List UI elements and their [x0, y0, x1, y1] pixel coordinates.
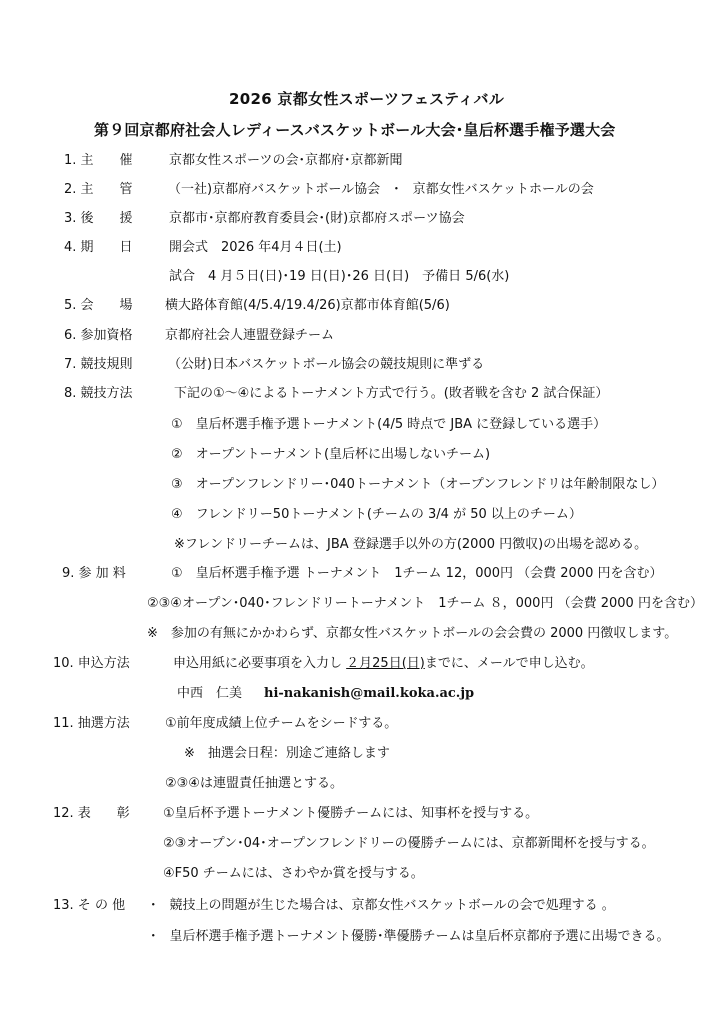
item-6-text: 京都府社会人連盟登録チーム [165, 328, 335, 343]
item-12-label: 12. 表 彰 [53, 806, 130, 821]
item-1-label: 1. 主 催 [64, 153, 133, 168]
item-7-text: （公財)日本バスケットボール協会の競技規則に準ずる [168, 357, 485, 372]
item-2-label: 2. 主 管 [64, 182, 133, 197]
item-11-note: ※ 抽選会日程：別途ご連絡します [184, 746, 390, 761]
item-11-line2: ②③④は連盟責任抽選とする。 [165, 776, 343, 791]
item-1-text: 京都女性スポーツの会･京都府･京都新聞 [169, 153, 403, 168]
item-5-label: 5. 会 場 [64, 298, 133, 313]
item-12-line1: ①皇后杯予選トーナメント優勝チームには、知事杯を授与する。 [163, 806, 539, 821]
item-13-line2: ･ 皇后杯選手権予選トーナメント優勝･準優勝チームは皇后杯京都府予選に出場できる。 [150, 929, 670, 944]
item-8-sub1: ① 皇后杯選手権予選トーナメント(4/5 時点で JBA に登録している選手） [171, 417, 607, 432]
item-10-label: 10. 申込方法 [53, 656, 130, 671]
item-9-line2: ②③④オープン･040･フレンドリートーナメント 1チーム ８，000円 （会費 2000 円を含む） [147, 596, 703, 611]
item-8-sub2: ② オープントーナメント(皇后杯に出場しないチーム) [171, 447, 491, 462]
document-title: 2026 京都女性スポーツフェスティバル [229, 90, 505, 108]
item-12-line3: ④F50 チームには、さわやか賞を授与する。 [163, 866, 424, 881]
item-3-text: 京都市･京都府教育委員会･(財)京都府スポーツ協会 [169, 211, 465, 226]
item-9-label: 9. 参 加 料 [62, 566, 126, 581]
item-11-line1: ①前年度成績上位チームをシードする。 [165, 716, 398, 731]
item-8-text: 下記の①～④によるトーナメント方式で行う。(敗者戦を含む 2 試合保証） [174, 386, 609, 401]
item-9-line1: ① 皇后杯選手権予選 トーナメント 1チーム 12，000円 （会費 2000 円を含む） [171, 566, 663, 581]
contact-email: hi-nakanish@mail.koka.ac.jp [264, 686, 475, 701]
item-3-label: 3. 後 援 [64, 211, 133, 226]
item-12-line2: ②③オープン･04･オープンフレンドリーの優勝チームには、京都新聞杯を授与する。 [163, 836, 655, 851]
item-8-note: ※フレンドリーチームは、JBA 登録選手以外の方(2000 円徴収)の出場を認める。 [174, 537, 648, 552]
item-5-text: 横大路体育館(4/5.4/19.4/26)京都市体育館(5/6) [165, 298, 450, 313]
item-13-line1: ･ 競技上の問題が生じた場合は、京都女性バスケットボールの会で処理する 。 [150, 898, 615, 913]
item-6-label: 6. 参加資格 [64, 328, 133, 343]
item-8-sub3: ③ オープンフレンドリー･040トーナメント（オープンフレンドリは年齢制限なし） [171, 477, 665, 492]
item-4-label: 4. 期 日 [64, 240, 133, 255]
item-13-label: 13. そ の 他 [53, 898, 126, 913]
item-8-sub4: ④ フレンドリー50トーナメント(チームの 3/4 が 50 以上のチーム） [171, 507, 582, 522]
item-11-label: 11. 抽選方法 [53, 716, 130, 731]
item-10-text-before: 申込用紙に必要事項を入力し [173, 656, 343, 671]
contact-name: 中西 仁美 [177, 686, 243, 701]
application-deadline: ２月25日(日) [346, 656, 425, 671]
document-subtitle: 第９回京都府社会人レディースバスケットボール大会･皇后杯選手権予選大会 [94, 121, 616, 139]
item-9-note: ※ 参加の有無にかかわらず、京都女性バスケットボールの会会費の 2000 円徴収します。 [147, 626, 678, 641]
item-4-line2: 試合 4 月５日(日)･19 日(日)･26 日(日) 予備日 5/6(水) [169, 269, 510, 284]
item-10-text-after: までに、メールで申し込む。 [424, 656, 594, 671]
item-7-label: 7. 競技規則 [64, 357, 133, 372]
item-8-label: 8. 競技方法 [64, 386, 133, 401]
item-2-text: （一社)京都府バスケットボール協会 ･ 京都女性バスケットホールの会 [168, 182, 594, 197]
item-10-text [173, 656, 594, 672]
item-4-line1: 開会式 2026 年4月４日(土) [169, 240, 342, 255]
